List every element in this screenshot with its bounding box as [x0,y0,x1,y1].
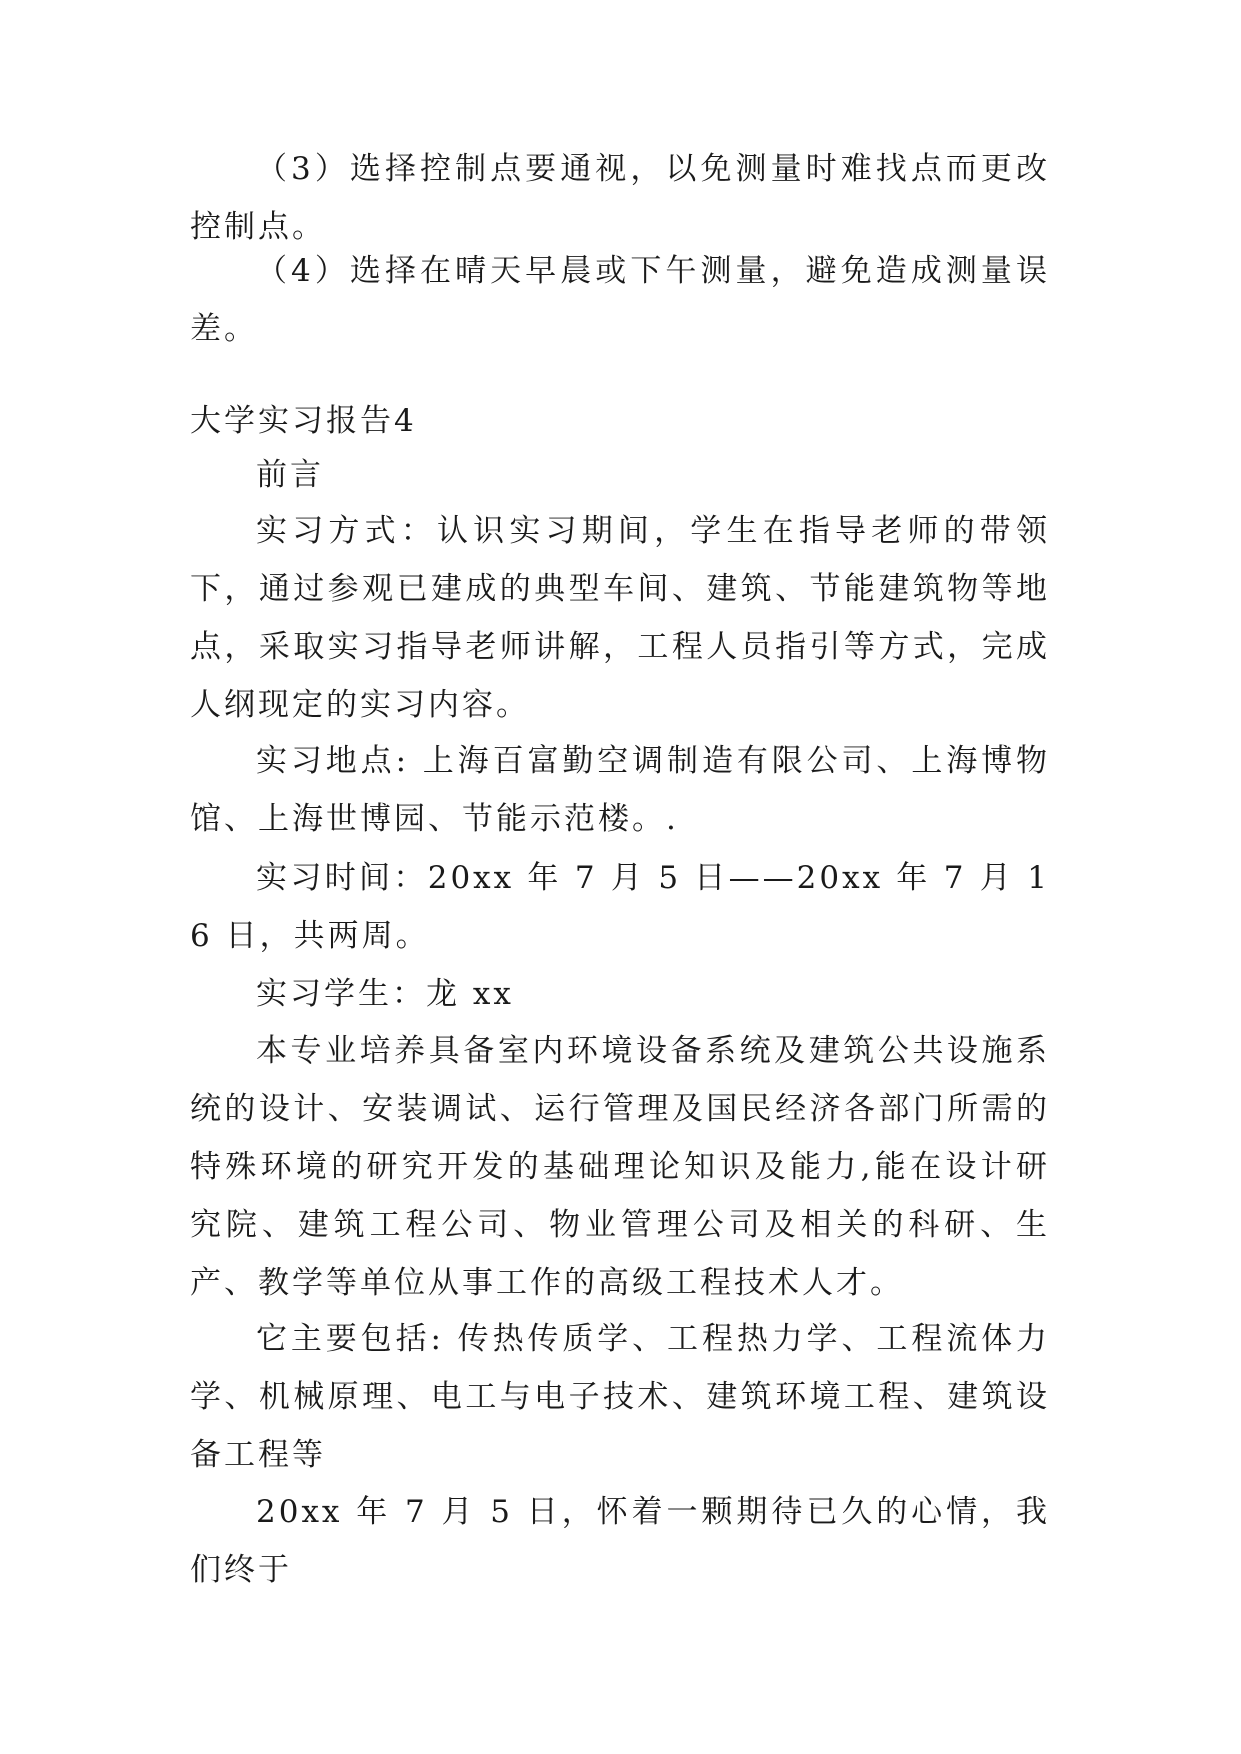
report-title: 大学实习报告4 [190,403,417,439]
paragraph-start-date: 20xx 年 7 月 5 日，怀着一颗期待已久的心情，我们终于 [190,1494,1050,1588]
section-heading-preface: 前言 [256,457,324,493]
paragraph-internship-location: 实习地点: 上海百富勤空调制造有限公司、上海博物馆、上海世博园、节能示范楼。. [190,743,1050,837]
paragraph-major-description: 本专业培养具备室内环境设备系统及建筑公共设施系统的设计、安装调试、运行管理及国民经济各部门所需的特殊环境的研究开发的基础理论知识及能力,能在设计研究院、建筑工程公司、物业管理公司及相关的科研、生产、教学等单位从事工作的高级工程技术人才。 [190,1033,1050,1301]
paragraph-internship-method: 实习方式：认识实习期间，学生在指导老师的带领下，通过参观已建成的典型车间、建筑、节能建筑物等地点，采取实习指导老师讲解，工程人员指引等方式，完成人纲现定的实习内容。 [190,513,1050,723]
paragraph-internship-student: 实习学生：龙 xx [256,976,514,1012]
paragraph-control-point-visibility: （3）选择控制点要通视，以免测量时难找点而更改控制点。 [190,151,1050,245]
paragraph-main-courses: 它主要包括: 传热传质学、工程热力学、工程流体力学、机械原理、电工与电子技术、建筑环境工程、建筑设备工程等 [190,1321,1050,1473]
paragraph-internship-time: 实习时间：20xx 年 7 月 5 日——20xx 年 7 月 16 日，共两周。 [190,860,1050,954]
paragraph-measure-time: （4）选择在晴天早晨或下午测量，避免造成测量误差。 [190,253,1050,347]
